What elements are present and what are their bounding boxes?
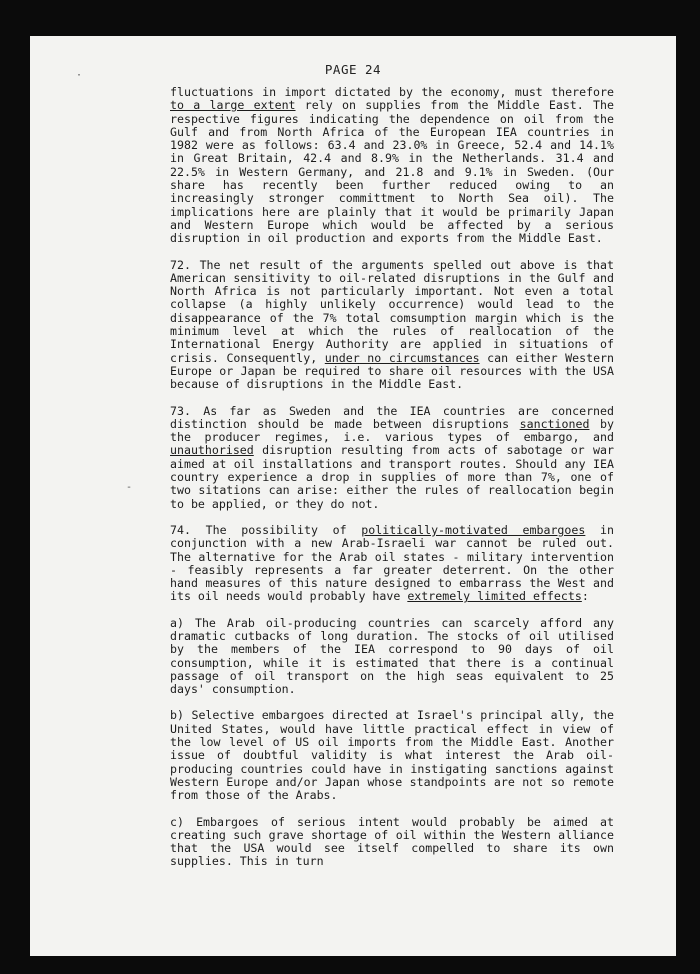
stray-mark: - — [126, 482, 133, 493]
text-segment: a) The Arab oil-producing countries can scarcely afford any dramatic cutbacks of long duration. The stocks of oil utilised by the members of the IEA correspond to 90 days of oil consumption, while it is estimated that there is a continual passage of oil transport on the high seas equivalent to 25 days' consumption. — [170, 615, 614, 697]
text-segment: rely on supplies from the Middle East. The respective figures indicating the dependence on oil from the Gulf and from North Africa of the European IEA countries in 1982 were as follows: 63.4 and 23.0% in Greece, 52.4 and 14.1% in Great Britain, 42.4 and 8.9% in the Netherlands. 31.4 and 22.5% in Western Germany, and 21.8 and 9.1% in Sweden. (Our share has recently been further reduced owing to an increasingly stronger committment to North Sea oil). The implications here are plainly that it would be primarily Japan and Western Europe which would be affected by a serious disruption in oil production and exports from the Middle East. — [170, 98, 614, 246]
text-segment: in conjunction with a new Arab-Israeli war cannot be ruled out. The alternative for the Arab oil states - military intervention - feasibly represents a far greater deterrent. On the other hand measures of this nature designed to embarrass the West and its oil needs would probably have — [170, 522, 614, 604]
document-page — [30, 36, 676, 956]
text-segment: 72. The net result of the arguments spelled out above is that American sensitivity to oil-related disruptions in the Gulf and North Africa is not particularly important. Not even a total collapse (a highly unlikely occurrence) would lead to the disappearance of the 7% total comsumption margin which is the minimum level at which the rules of reallocation of the International Energy Authority are applied in situations of crisis. Consequently, — [170, 257, 614, 365]
text-segment: 74. The possibility of — [170, 522, 362, 537]
text-segment: fluctuations in import dictated by the economy, must therefore — [170, 85, 614, 99]
underlined-text: politically-motivated embargoes — [361, 522, 586, 537]
paragraph-p73 — [170, 405, 614, 511]
paragraph-pc — [170, 816, 614, 869]
paragraph-pa — [170, 617, 614, 697]
underlined-text: unauthorised — [170, 443, 254, 458]
underlined-text: sanctioned — [519, 416, 590, 431]
paragraph-pb — [170, 709, 614, 802]
paragraph-p72 — [170, 259, 614, 392]
underlined-text: to a large extent — [170, 98, 296, 113]
text-segment: b) Selective embargoes directed at Israel's principal ally, the United States, would have little practical effect in view of the low level of US oil imports from the Middle East. Another issue of doubtful validity is what interest the Arab oil-producing countries could have in instigating sanctions against Western Europe and/or Japan whose standpoints are not so remote from those of the Arabs. — [170, 708, 614, 803]
page-number: PAGE 24 — [324, 62, 382, 77]
text-segment: disruption resulting from acts of sabotage or war aimed at oil installations and transport routes. Should any IEA country experience a drop in supplies of more than 7%, one of two sitations can arise: either the rules of reallocation begin to be applied, or they do not. — [170, 443, 614, 511]
paragraph-p-intro — [170, 86, 614, 246]
text-segment: can either Western Europe or Japan be required to share oil resources with the USA because of disruptions in the Middle East. — [170, 350, 615, 392]
text-segment: : — [581, 589, 589, 604]
document-body — [170, 86, 614, 882]
paragraph-p74 — [170, 524, 614, 604]
text-segment: c) Embargoes of serious intent would probably be aimed at creating such grave shortage of oil within the Western alliance that the USA would see itself compelled to share its own supplies. This in turn — [170, 814, 614, 869]
text-segment: by the producer regimes, i.e. various types of embargo, and — [170, 416, 614, 445]
underlined-text: extremely limited effects — [407, 589, 582, 604]
stray-mark: · — [76, 70, 83, 81]
text-segment: 73. As far as Sweden and the IEA countries are concerned distinction should be made between disruptions — [170, 403, 614, 431]
underlined-text: under no circumstances — [324, 350, 480, 365]
